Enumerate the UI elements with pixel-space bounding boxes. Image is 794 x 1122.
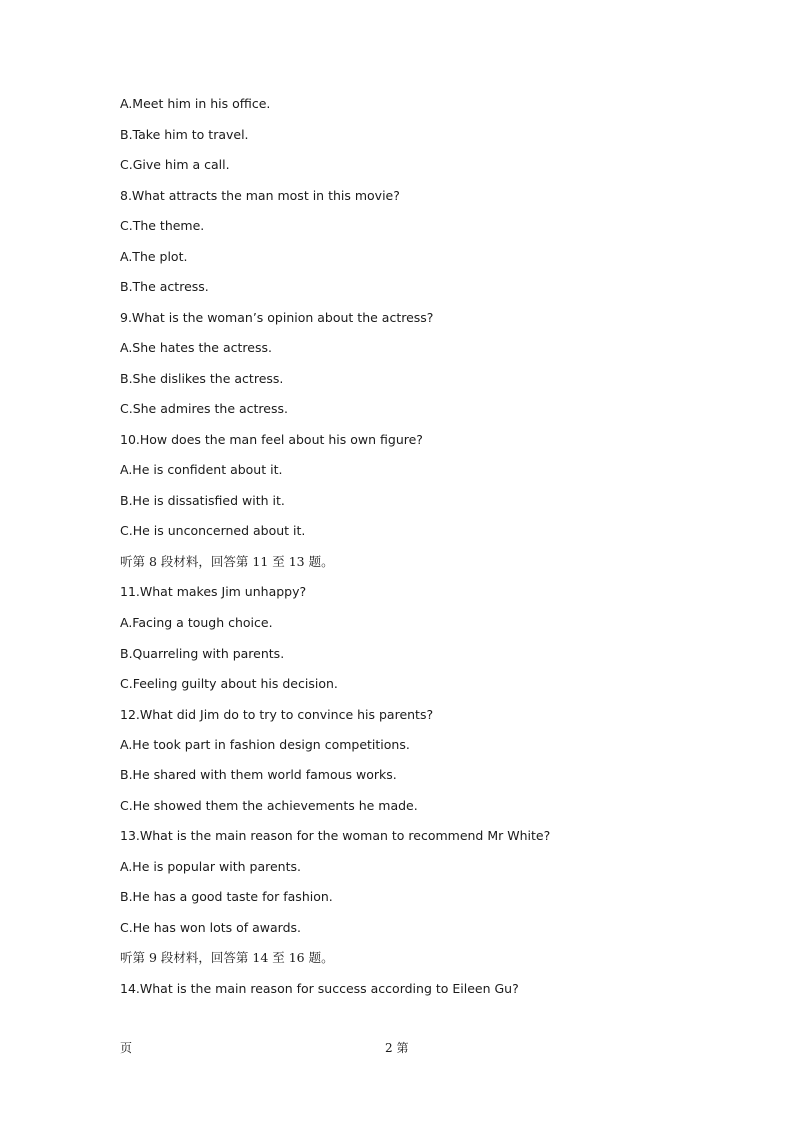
question-line: 8.What attracts the man most in this movie? — [120, 188, 400, 203]
option-line: C.He has won lots of awards. — [120, 920, 302, 935]
footer-page-label: 页 — [120, 1041, 133, 1055]
section-instruction: 听第 9 段材料，回答第 14 至 16 题。 — [120, 950, 334, 965]
option-line: A.He took part in fashion design competitions. — [120, 737, 410, 752]
option-line: B.He shared with them world famous works. — [120, 767, 397, 782]
option-line: A.Facing a tough choice. — [120, 615, 273, 630]
option-line: A.The plot. — [120, 249, 188, 264]
option-line: C.He showed them the achievements he made. — [120, 798, 418, 813]
option-line: C.The theme. — [120, 218, 205, 233]
option-line: A.He is popular with parents. — [120, 859, 301, 874]
option-line: B.He has a good taste for fashion. — [120, 889, 333, 904]
option-line: B.The actress. — [120, 279, 209, 294]
question-line: 14.What is the main reason for success according to Eileen Gu? — [120, 981, 519, 996]
question-line: 11.What makes Jim unhappy? — [120, 584, 307, 599]
option-line: A.She hates the actress. — [120, 340, 272, 355]
option-line: C.Give him a call. — [120, 157, 230, 172]
question-line: 13.What is the main reason for the woman to recommend Mr White? — [120, 828, 551, 843]
question-line: 10.How does the man feel about his own figure? — [120, 432, 423, 447]
option-line: B.Take him to travel. — [120, 127, 249, 142]
option-line: B.Quarreling with parents. — [120, 646, 285, 661]
section-instruction: 听第 8 段材料，回答第 11 至 13 题。 — [120, 554, 334, 569]
option-line: C.She admires the actress. — [120, 401, 288, 416]
option-line: C.He is unconcerned about it. — [120, 523, 306, 538]
question-line: 12.What did Jim do to try to convince his parents? — [120, 707, 434, 722]
option-line: C.Feeling guilty about his decision. — [120, 676, 338, 691]
option-line: B.She dislikes the actress. — [120, 371, 284, 386]
option-line: B.He is dissatisfied with it. — [120, 493, 285, 508]
question-line: 9.What is the woman’s opinion about the actress? — [120, 310, 434, 325]
option-line: A.Meet him in his office. — [120, 96, 271, 111]
footer-page-number: 2 第 — [385, 1041, 409, 1055]
option-line: A.He is confident about it. — [120, 462, 283, 477]
